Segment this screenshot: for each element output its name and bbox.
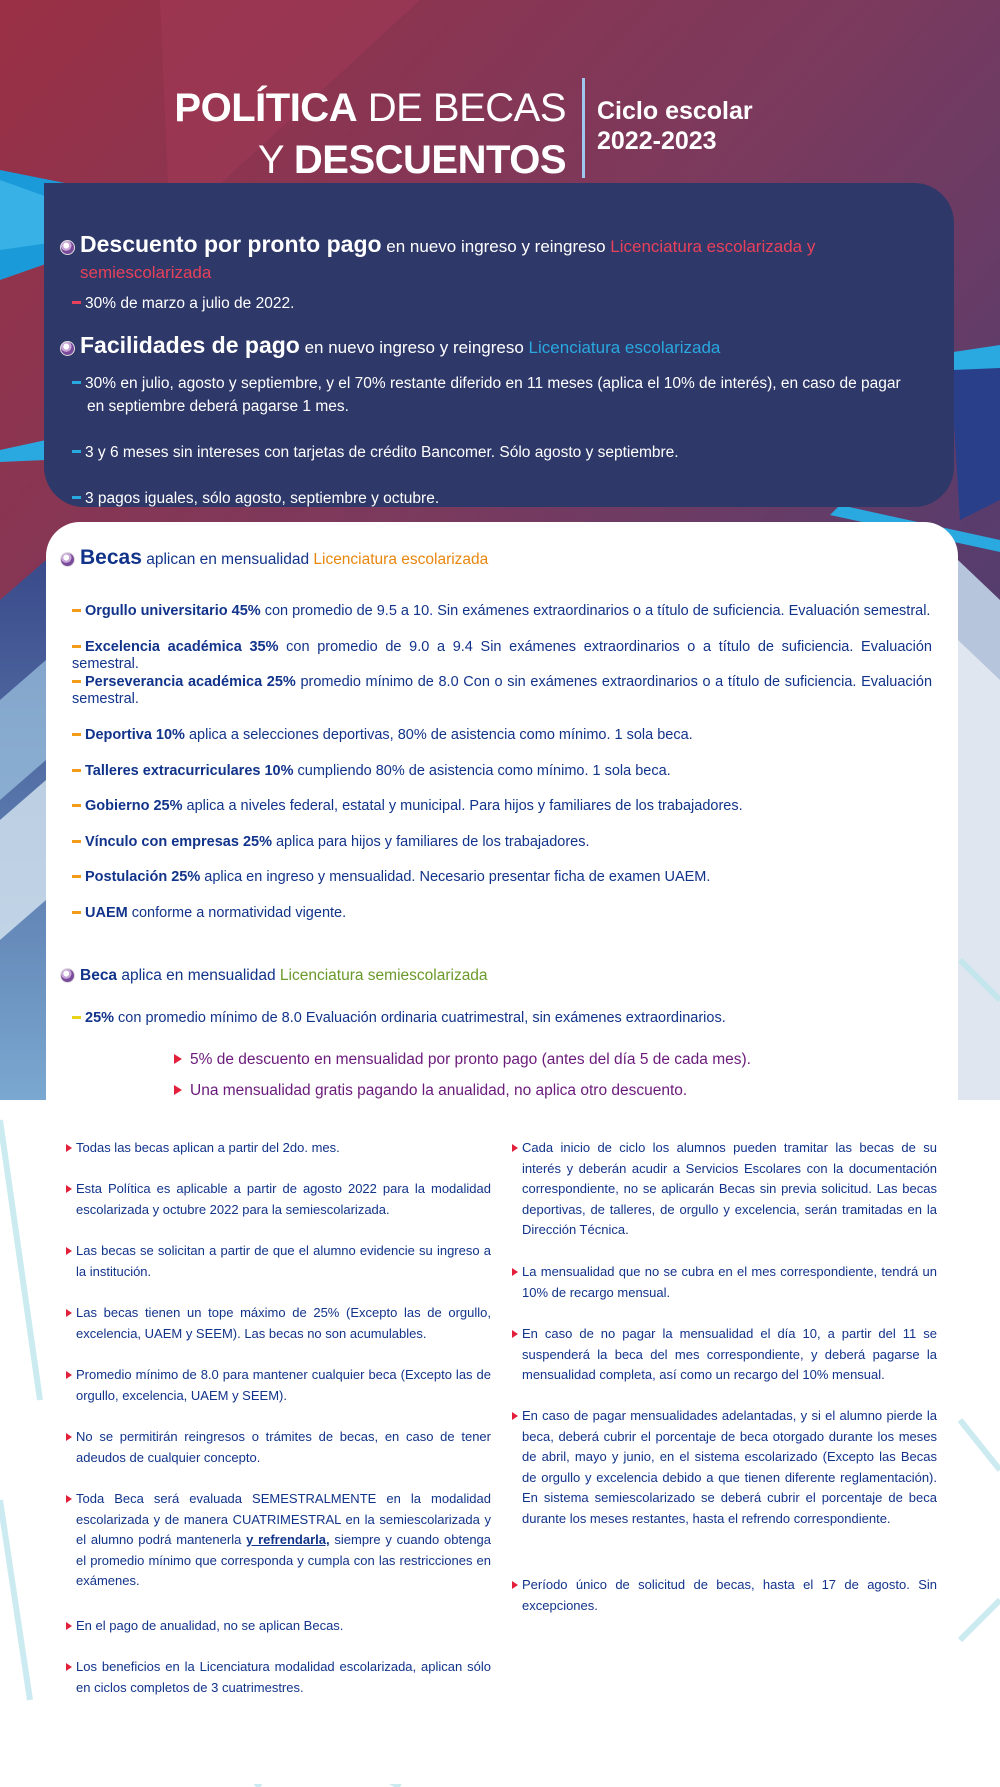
triangle-bullet-icon — [66, 1247, 72, 1255]
dash-icon — [72, 733, 81, 736]
note-text: La mensualidad que no se cubra en el mes correspondiente, tendrá un 10% de recargo mensual. — [522, 1264, 937, 1300]
note-text: Esta Política es aplicable a partir de agosto 2022 para la modalidad escolarizada y octubre 2022 para la semiescolarizada. — [76, 1181, 491, 1217]
cycle-line1: Ciclo escolar — [597, 97, 753, 125]
triangle-bullet-icon — [66, 1663, 72, 1671]
facilidades-item-3-text: 3 pagos iguales, sólo agosto, septiembre y octubre. — [85, 490, 440, 507]
beca-semi-desc: con promedio mínimo de 8.0 Evaluación ordinaria cuatrimestral, sin exámenes extraordinarios. — [114, 1010, 726, 1026]
bullet-ball-icon — [60, 341, 75, 356]
pronto-pago-item-text: 30% de marzo a julio de 2022. — [85, 295, 295, 312]
beca-desc: cumpliendo 80% de asistencia como mínimo. 1 sola beca. — [293, 763, 671, 779]
dash-icon — [72, 769, 81, 772]
beca-name: Perseverancia académica 25% — [85, 674, 296, 690]
beca-semi-percent: 25% — [85, 1010, 115, 1026]
facilidades-subtitle: en nuevo ingreso y reingreso — [299, 338, 529, 357]
beca-item — [72, 905, 932, 922]
beca-desc: con promedio de 9.5 a 10. Sin exámenes extraordinarios o a título de suficiencia. Evaluación semestral. — [260, 603, 931, 619]
beca-name: UAEM — [85, 905, 128, 921]
note-item-evaluada — [66, 1489, 491, 1592]
beca-semi-heading — [60, 967, 488, 985]
facilidades-heading — [60, 332, 720, 359]
pronto-pago-subtitle: en nuevo ingreso y reingreso — [381, 237, 611, 256]
note-item — [512, 1138, 937, 1241]
note-text: No se permitirán reingresos o trámites de becas, en caso de tener adeudos de cualquier concepto. — [76, 1429, 491, 1465]
beca-desc: aplica a selecciones deportivas, 80% de asistencia como mínimo. 1 sola beca. — [184, 727, 693, 743]
pronto-pago-item — [72, 292, 294, 315]
beca-desc: con promedio de 9.0 a 9.4 Sin exámenes extraordinarios o a título de suficiencia. Evaluación semestral. — [72, 639, 932, 672]
note-item — [512, 1575, 937, 1616]
beca-name: Excelencia académica 35% — [85, 639, 279, 655]
facilidades-item-1 — [72, 372, 912, 418]
dash-icon — [72, 609, 81, 612]
title-de-becas: DE BECAS — [357, 86, 566, 130]
note-item — [66, 1303, 491, 1344]
note-text: En caso de pagar mensualidades adelantadas, y si el alumno pierde la beca, deberá cubrir el porcentaje de beca otorgado durante los meses de abril, mayo y junio, en el sistema escolarizado (Excepto las Becas de orgullo y excelencia debido a que tienen diferente reglamentación). En sistema semiescolarizado se deberá cubrir el porcentaje de beca durante los meses restantes, hasta el refrendo correspondiente. — [522, 1408, 937, 1526]
bullet-ball-icon — [60, 240, 75, 255]
beca-name: Gobierno 25% — [85, 798, 183, 814]
beca-name: Vínculo con empresas 25% — [85, 834, 272, 850]
triangle-bullet-icon — [66, 1185, 72, 1193]
beca-item — [72, 639, 932, 673]
beca-item — [72, 674, 932, 708]
beca-item — [72, 727, 932, 744]
note-item — [66, 1241, 491, 1282]
triangle-bullet-icon — [66, 1433, 72, 1441]
pronto-pago-heading — [60, 232, 920, 286]
facilidades-title: Facilidades de pago — [80, 332, 300, 358]
triangle-bullet-icon — [512, 1412, 518, 1420]
triangle-bullet-icon — [66, 1495, 72, 1503]
note-item — [66, 1365, 491, 1406]
title-politica: POLÍTICA — [174, 86, 358, 130]
beca-name: Deportiva 10% — [85, 727, 185, 743]
facilidades-item-2 — [72, 441, 679, 464]
refrendarla-link: y refrendarla, — [246, 1532, 330, 1547]
facilidades-item-2-text: 3 y 6 meses sin intereses con tarjetas de crédito Bancomer. Sólo agosto y septiembre. — [85, 444, 679, 461]
beca-semi-subtitle: aplica en mensualidad — [117, 967, 280, 984]
pronto-pago-program: Licenciatura escolarizada y — [610, 237, 816, 256]
promo-anualidad — [174, 1082, 687, 1100]
title-divider — [582, 78, 585, 178]
beca-semi-program: Licenciatura semiescolarizada — [279, 967, 488, 984]
note-item — [66, 1427, 491, 1468]
dash-icon — [72, 680, 81, 683]
note-text: Cada inicio de ciclo los alumnos pueden tramitar las becas de su interés y deberán acudir a Servicios Escolares con la documentación correspondiente, no se aplicarán Becas sin previa solicitud. Las becas deportivas, de talleres, de orgullo y excelencia, serán tramitadas en la Dirección Técnica. — [522, 1140, 937, 1237]
beca-name: Orgullo universitario 45% — [85, 603, 261, 619]
beca-name: Talleres extracurriculares 10% — [85, 763, 294, 779]
beca-desc: conforme a normatividad vigente. — [127, 905, 347, 921]
cycle-label — [597, 96, 753, 156]
dash-icon — [72, 840, 81, 843]
beca-name: Postulación 25% — [85, 869, 201, 885]
becas-title: Becas — [80, 546, 142, 569]
note-text: Todas las becas aplican a partir del 2do. mes. — [76, 1140, 340, 1155]
note-item — [66, 1616, 491, 1637]
promo-text: 5% de descuento en mensualidad por pronto pago (antes del día 5 de cada mes). — [190, 1051, 751, 1068]
note-text: Las becas se solicitan a partir de que el alumno evidencie su ingreso a la institución. — [76, 1243, 491, 1279]
becas-program: Licenciatura escolarizada — [313, 551, 489, 568]
note-item — [512, 1324, 937, 1386]
note-text: Las becas tienen un tope máximo de 25% (Excepto las de orgullo, excelencia, UAEM y SEEM). Las becas no son acumulables. — [76, 1305, 491, 1341]
beca-item — [72, 869, 932, 886]
beca-item — [72, 834, 932, 851]
dash-icon — [72, 1016, 81, 1019]
pronto-pago-program-line2: semiescolarizada — [80, 263, 212, 282]
note-text: En caso de no pagar la mensualidad el día 10, a partir del 11 se suspenderá la beca del mes correspondiente, y deberá pagarse la mensualidad completa, así como un recargo del 10% mensual. — [522, 1326, 937, 1382]
facilidades-item-1-text-cont: en septiembre deberá pagarse 1 mes. — [87, 398, 349, 415]
note-item — [66, 1138, 491, 1159]
title-y: Y — [257, 138, 294, 182]
title-descuentos: DESCUENTOS — [293, 138, 566, 182]
beca-item — [72, 763, 932, 780]
dash-icon — [72, 381, 81, 384]
note-text: Los beneficios en la Licenciatura modalidad escolarizada, aplican sólo en ciclos completos de 3 cuatrimestres. — [76, 1659, 491, 1695]
promo-text: Una mensualidad gratis pagando la anualidad, no aplica otro descuento. — [190, 1082, 688, 1099]
cycle-year: 2022-2023 — [597, 127, 717, 155]
triangle-bullet-icon — [174, 1054, 182, 1064]
main-title — [174, 82, 566, 186]
note-text: Promedio mínimo de 8.0 para mantener cualquier beca (Excepto las de orgullo, excelencia, UAEM y SEEM). — [76, 1367, 491, 1403]
beca-item — [72, 798, 932, 815]
beca-semi-title: Beca — [80, 967, 118, 984]
triangle-bullet-icon — [66, 1371, 72, 1379]
triangle-bullet-icon — [66, 1309, 72, 1317]
facilidades-item-3 — [72, 487, 439, 510]
dash-icon — [72, 804, 81, 807]
facilidades-item-1-text: 30% en julio, agosto y septiembre, y el 70% restante diferido en 11 meses (aplica el 10% de interés), en caso de pagar — [85, 375, 901, 392]
becas-heading — [60, 546, 488, 570]
pronto-pago-title: Descuento por pronto pago — [80, 231, 382, 257]
triangle-bullet-icon — [174, 1085, 182, 1095]
bullet-ball-icon — [60, 552, 75, 567]
note-text-cont: siempre y cuando obtenga el promedio mínimo que corresponda y cumpla con las restricciones en exámenes. — [76, 1532, 492, 1588]
bullet-ball-icon — [60, 968, 75, 983]
triangle-bullet-icon — [512, 1330, 518, 1338]
becas-subtitle: aplican en mensualidad — [141, 551, 314, 568]
facilidades-program: Licenciatura escolarizada — [528, 338, 721, 357]
promo-pronto-pago — [174, 1051, 751, 1069]
note-item — [66, 1179, 491, 1220]
dash-icon — [72, 450, 81, 453]
note-item — [512, 1406, 937, 1529]
beca-desc: aplica en ingreso y mensualidad. Necesario presentar ficha de examen UAEM. — [200, 869, 711, 885]
beca-semi-item — [72, 1010, 932, 1027]
note-item — [512, 1262, 937, 1303]
triangle-bullet-icon — [66, 1144, 72, 1152]
note-item — [66, 1657, 491, 1698]
dash-icon — [72, 875, 81, 878]
beca-desc: aplica a niveles federal, estatal y municipal. Para hijos y familiares de los trabajadores. — [182, 798, 743, 814]
dash-icon — [72, 301, 81, 304]
triangle-bullet-icon — [66, 1622, 72, 1630]
beca-desc: aplica para hijos y familiares de los trabajadores. — [271, 834, 590, 850]
dash-icon — [72, 645, 81, 648]
note-text: Período único de solicitud de becas, hasta el 17 de agosto. Sin excepciones. — [522, 1577, 937, 1613]
dash-icon — [72, 911, 81, 914]
beca-item — [72, 603, 932, 620]
triangle-bullet-icon — [512, 1144, 518, 1152]
note-text: Toda Beca será evaluada SEMESTRALMENTE en la modalidad escolarizada y de manera CUATRIMESTRAL en la semiescolarizada y el alumno podrá mantenerla — [76, 1491, 491, 1547]
beca-desc: promedio mínimo de 8.0 Con o sin exámenes extraordinarios o a título de suficiencia. Evaluación semestral. — [72, 674, 933, 707]
triangle-bullet-icon — [512, 1581, 518, 1589]
triangle-bullet-icon — [512, 1268, 518, 1276]
note-text: En el pago de anualidad, no se aplican Becas. — [76, 1618, 344, 1633]
dash-icon — [72, 496, 81, 499]
